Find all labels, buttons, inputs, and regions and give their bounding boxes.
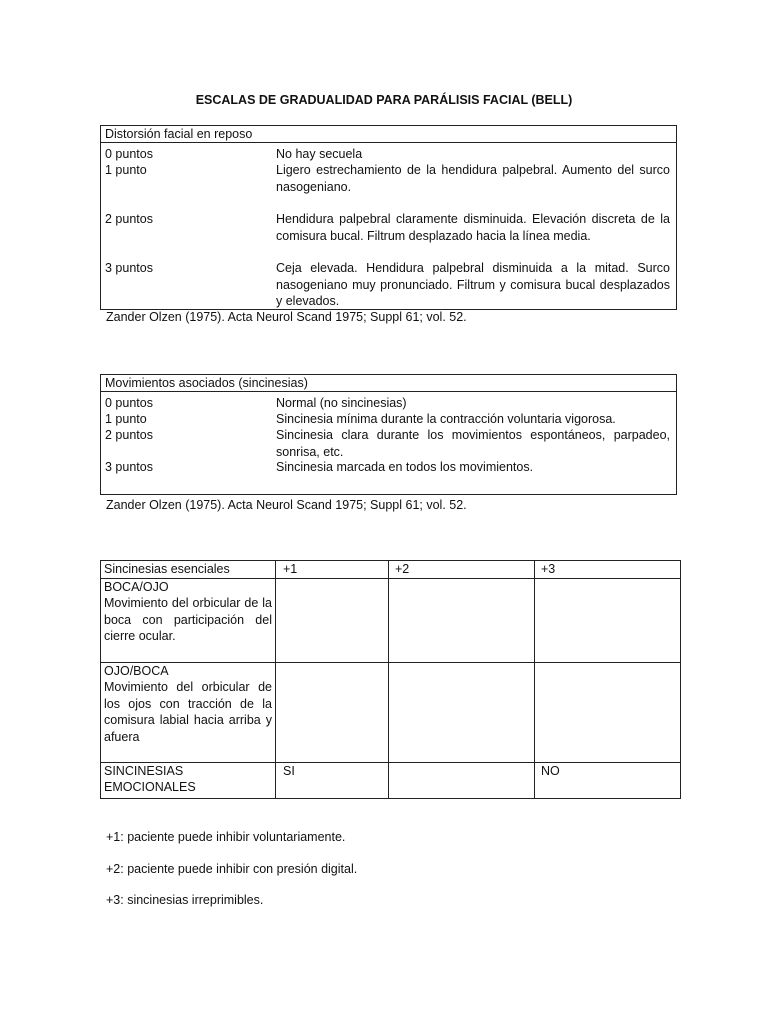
- points-description: Normal (no sincinesias): [276, 396, 407, 410]
- legend-note: +3: sincinesias irreprimibles.: [106, 893, 264, 907]
- score-cell: SI: [276, 762, 389, 798]
- score-cell: [389, 662, 535, 762]
- table-body: [100, 391, 677, 495]
- points-description: Sincinesia mínima durante la contracción voluntaria vigorosa.: [276, 412, 616, 426]
- table-row: [101, 578, 681, 662]
- table-row: [101, 762, 681, 798]
- points-description: Hendidura palpebral claramente disminuida. Elevación discreta de la comisura bucal. Filtrum desplazado hacia la línea media.: [276, 212, 670, 243]
- points-label: 3 puntos: [105, 261, 153, 275]
- score-cell: [535, 578, 681, 662]
- score-cell: [276, 578, 389, 662]
- row-description: Movimiento del orbicular de la boca con participación del cierre ocular.: [104, 596, 272, 643]
- citation: Zander Olzen (1975). Acta Neurol Scand 1975; Suppl 61; vol. 52.: [106, 498, 467, 512]
- points-description: Sincinesia clara durante los movimientos espontáneos, parpadeo, sonrisa, etc.: [276, 428, 670, 459]
- table-header: Movimientos asociados (sincinesias): [100, 374, 677, 392]
- legend-note: +1: paciente puede inhibir voluntariamente.: [106, 830, 346, 844]
- points-label: 2 puntos: [105, 212, 153, 226]
- score-cell: [535, 662, 681, 762]
- score-cell: [276, 662, 389, 762]
- points-description: Ceja elevada. Hendidura palpebral disminuida a la mitad. Surco nasogeniano muy pronunciado. Filtrum y comisura bucal desplazados y elevados.: [276, 261, 670, 308]
- row-description: Movimiento del orbicular de los ojos con tracción de la comisura labial hacia arriba y afuera: [104, 680, 272, 744]
- score-cell: [389, 578, 535, 662]
- row-label: BOCA/OJO: [104, 579, 169, 594]
- row-label: SINCINESIAS EMOCIONALES: [104, 763, 196, 794]
- table-body: [100, 142, 677, 310]
- column-header: +2: [389, 561, 535, 579]
- score-cell: [389, 762, 535, 798]
- column-header: +1: [276, 561, 389, 579]
- points-description: No hay secuela: [276, 147, 363, 161]
- points-description: Ligero estrechamiento de la hendidura palpebral. Aumento del surco nasogeniano.: [276, 163, 670, 194]
- legend-note: +2: paciente puede inhibir con presión digital.: [106, 862, 358, 876]
- row-label-cell: [101, 762, 276, 798]
- table-row: [101, 662, 681, 762]
- score-cell: NO: [535, 762, 681, 798]
- points-description: Sincinesia marcada en todos los movimientos.: [276, 460, 534, 474]
- points-label: 2 puntos: [105, 428, 153, 442]
- row-label-cell: [101, 662, 276, 762]
- points-label: 3 puntos: [105, 460, 153, 474]
- column-header: Sincinesias esenciales: [101, 561, 276, 579]
- document-title: ESCALAS DE GRADUALIDAD PARA PARÁLISIS FACIAL (BELL): [195, 93, 573, 107]
- points-label: 0 puntos: [105, 147, 153, 161]
- column-header: +3: [535, 561, 681, 579]
- points-label: 1 punto: [105, 412, 147, 426]
- points-label: 1 punto: [105, 163, 147, 177]
- table-header: Distorsión facial en reposo: [100, 125, 677, 143]
- row-label-cell: [101, 578, 276, 662]
- points-label: 0 puntos: [105, 396, 153, 410]
- row-label: OJO/BOCA: [104, 663, 169, 678]
- citation: Zander Olzen (1975). Acta Neurol Scand 1975; Suppl 61; vol. 52.: [106, 310, 467, 324]
- table-essential-synkinesis: [100, 560, 681, 799]
- table-header-row: [101, 561, 681, 579]
